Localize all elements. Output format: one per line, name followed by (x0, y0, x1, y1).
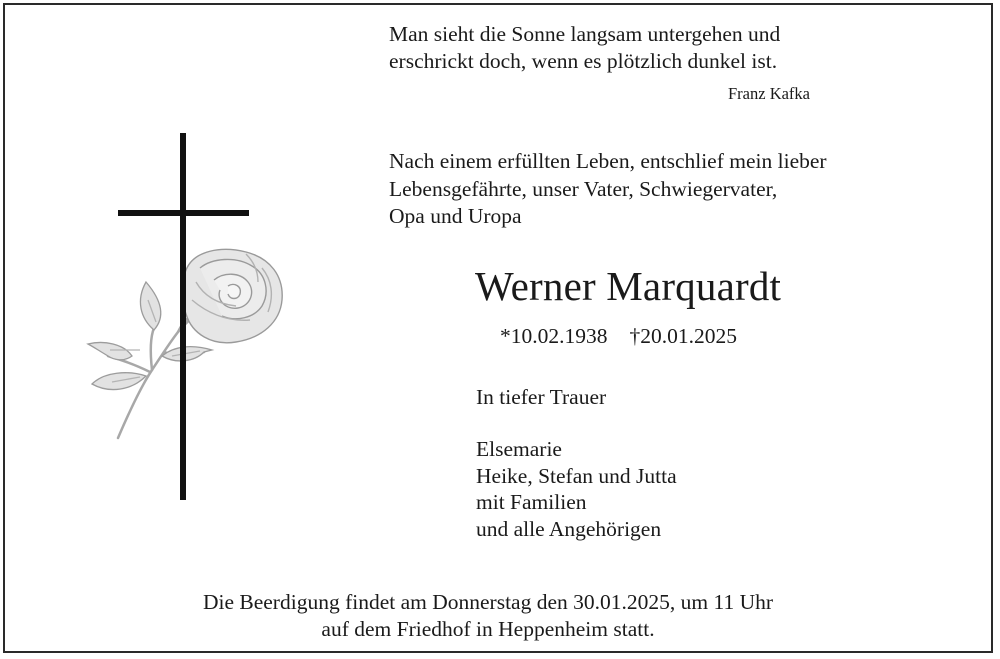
funeral-line: auf dem Friedhof in Heppenheim statt. (321, 616, 655, 641)
rose-bloom-icon (182, 249, 283, 342)
birth-date: *10.02.1938 (500, 324, 608, 348)
mourners-list (476, 436, 677, 542)
grief-line: In tiefer Trauer (476, 385, 607, 409)
quote-author: Franz Kafka (728, 84, 811, 103)
poem-line: erschrickt doch, wenn es plötzlich dunkel ist. (389, 49, 778, 73)
mourner-line: Heike, Stefan und Jutta (476, 463, 677, 488)
intro-line: Opa und Uropa (389, 204, 522, 228)
quote-poem (389, 21, 849, 75)
life-dates (500, 324, 737, 349)
funeral-info (0, 589, 976, 642)
poem-line: Man sieht die Sonne langsam untergehen und (389, 22, 781, 46)
death-date: †20.01.2025 (629, 324, 737, 348)
cross-and-rose-artwork (0, 0, 330, 520)
mourner-line: Elsemarie (476, 437, 562, 461)
intro-line: Lebensgefährte, unser Vater, Schwiegervater, (389, 176, 778, 201)
intro-text (389, 148, 949, 231)
mourner-line: und alle Angehörigen (476, 516, 662, 541)
intro-line: Nach einem erfüllten Leben, entschlief mein lieber (389, 149, 827, 173)
deceased-name: Werner Marquardt (475, 263, 782, 309)
mourner-line: mit Familien (476, 490, 587, 514)
funeral-line: Die Beerdigung findet am Donnerstag den 30.01.2025, um 11 Uhr (202, 590, 774, 614)
